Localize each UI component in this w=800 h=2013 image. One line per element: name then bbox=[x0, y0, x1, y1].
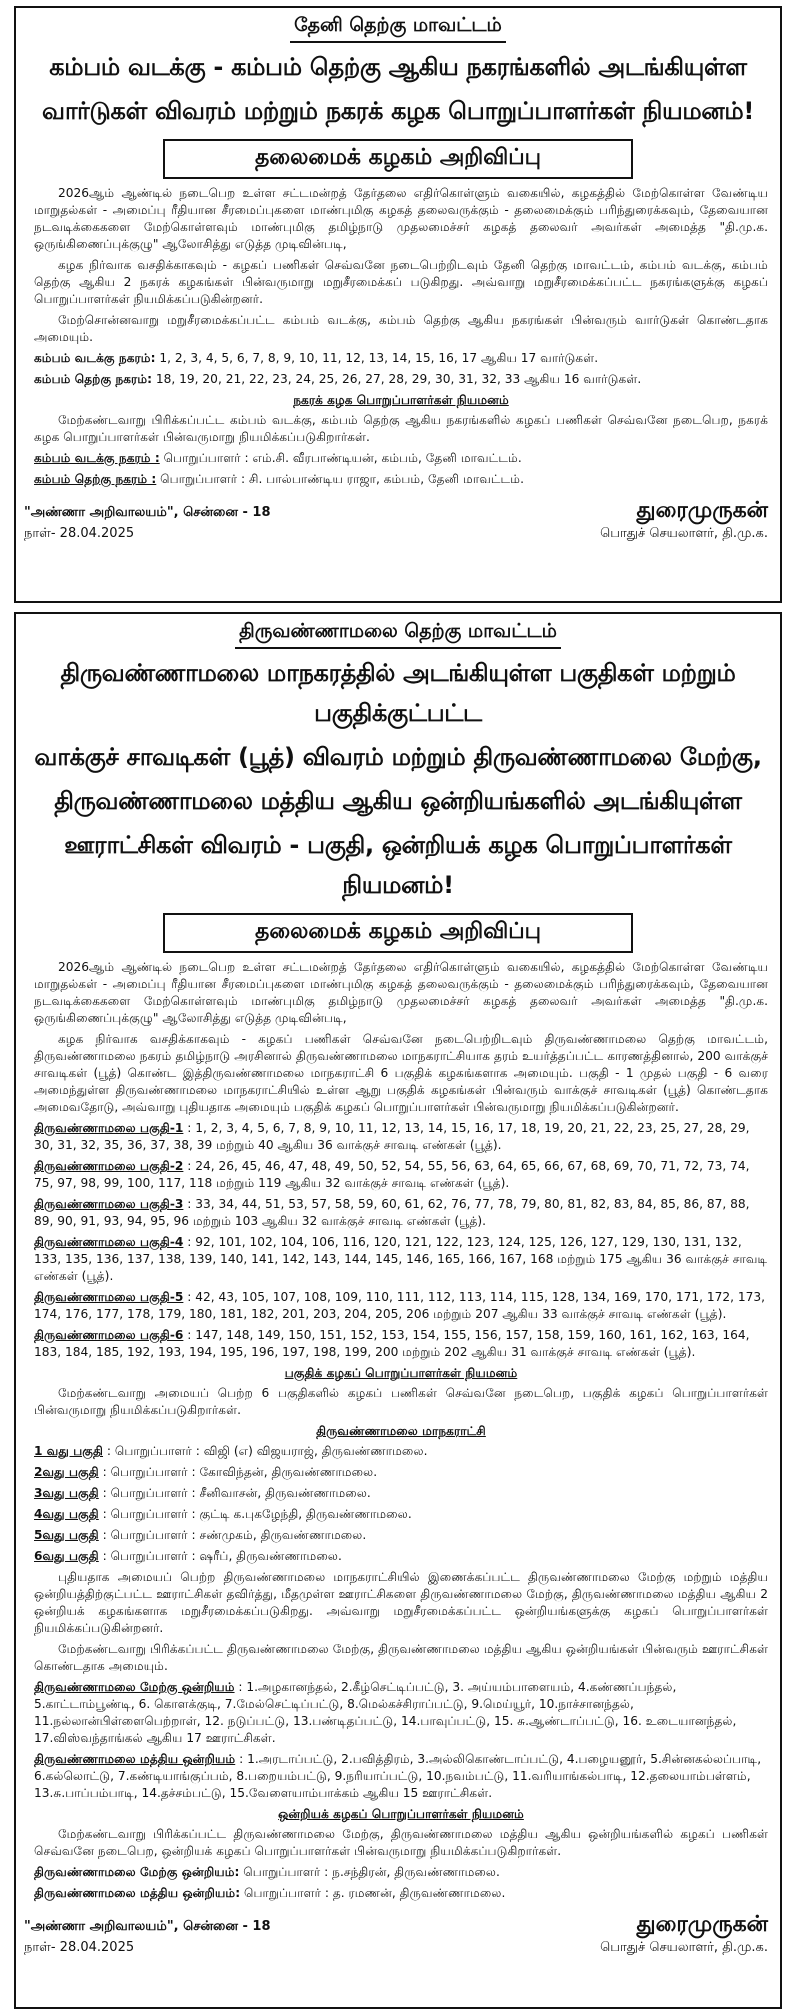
area-incharge-value: : பொறுப்பாளர் : குட்டி க.புகழேந்தி, திருவண்ணாமலை. bbox=[98, 1507, 412, 1521]
area-incharge-value: : பொறுப்பாளர் : சீனிவாசன், திருவண்ணாமலை. bbox=[98, 1486, 371, 1500]
booth-row bbox=[34, 1234, 768, 1285]
notice-title-line-2: வாக்குச் சாவடிகள் (பூத்) விவரம் மற்றும் திருவண்ணாமலை மேற்கு, bbox=[34, 743, 762, 771]
booth-row-key: திருவண்ணாமலை பகுதி-2 bbox=[34, 1159, 184, 1173]
signature-block bbox=[16, 1906, 780, 1956]
union-row-key: திருவண்ணாமலை மேற்கு ஒன்றியம் bbox=[34, 1680, 235, 1694]
booth-row-value: : 42, 43, 105, 107, 108, 109, 110, 111, 112, 113, 114, 115, 128, 134, 169, 170, 171, 172, 173, 174, 176, 177, 178, 179, 180, 181, 182, 201, 203, 204, 205, 206 மற்றும் 207 ஆகிய 33 வாக்குச் சாவடி எண்கள் (பூத்). bbox=[34, 1290, 766, 1321]
union-row-value: : 1.அழகானந்தல், 2.கீழ்செட்டிப்பட்டு, 3. அய்யம்பாளையம், 4.கண்ணப்பந்தல், 5.காட்டாம்பூண்டி, 6. கொளக்குடி, 7.மேல்செட்டிப்பட்டு, 8.மெல்கச்சிராப்பட்டு, 9.மெய்யூர், 10.நாச்சானந்தல், 11.நல்லான்பிள்ளைபெற்றாள், 12. நடுப்பட்டு, 13.பண்டிதப்பட்டு, 14.பாவுப்பட்டு, 15. சு.ஆண்டாப்பட்டு, 16. உடையானந்தல், 17.விஸ்வந்தாங்கல் ஆகிய 17 ஊராட்சிகள். bbox=[34, 1680, 737, 1745]
head-office-announcement-banner: தலைமைக் கழகம் அறிவிப்பு bbox=[163, 139, 633, 179]
area-incharge-row bbox=[34, 1443, 768, 1460]
district-heading: திருவண்ணாமலை தெற்கு மாவட்டம் bbox=[235, 620, 561, 649]
area-incharge-key: 1 வது பகுதி bbox=[34, 1444, 104, 1458]
wards-intro-paragraph: மேற்சொன்னவாறு மறுசீரமைக்கப்பட்ட கம்பம் வடக்கு, கம்பம் தெற்கு ஆகிய நகரங்கள் பின்வரும் வார்டுகள் கொண்டதாக அமையும். bbox=[34, 313, 768, 344]
signatory-name: துரைமுருகன் bbox=[636, 498, 768, 523]
area-incharge-value: : பொறுப்பாளர் : ஷரீப், திருவண்ணாமலை. bbox=[98, 1549, 342, 1563]
intro-paragraph: 2026ஆம் ஆண்டில் நடைபெற உள்ள சட்டமன்றத் தேர்தலை எதிர்கொள்ளும் வகையில், கழகத்தில் மேற்கொள்ள வேண்டிய மாறுதல்கள் - அமைப்பு ரீதியான சீரமைப்புகளை மாண்புமிகு கழகத் தலைவருக்கும் - தலைமைக்கும் பரிந்துரைக்கவும், தேவையான நடவடிக்கைகளை மேற்கொள்ளவும் மாண்புமிகு தமிழ்நாடு முதலமைச்சர் கழகத் தலைவர் அவர்கள் அமைத்த "தி.மு.க. ஒருங்கிணைப்புக்குழு" ஆலோசித்து எடுத்த முடிவின்படி, bbox=[34, 960, 768, 1025]
notice-body bbox=[16, 959, 780, 1902]
area-incharge-value: : பொறுப்பாளர் : கோவிந்தன், திருவண்ணாமலை. bbox=[98, 1465, 378, 1479]
appointment-row bbox=[34, 450, 768, 467]
ward-row bbox=[34, 350, 768, 367]
union-incharge-key: திருவண்ணாமலை மேற்கு ஒன்றியம்: bbox=[34, 1865, 240, 1879]
area-incharge-row bbox=[34, 1464, 768, 1481]
booth-row bbox=[34, 1158, 768, 1192]
union-incharge-value: பொறுப்பாளர் : த. ரமணன், திருவண்ணாமலை. bbox=[240, 1886, 506, 1900]
booth-row bbox=[34, 1289, 768, 1323]
booth-row-value: : 33, 34, 44, 51, 53, 57, 58, 59, 60, 61, 62, 76, 77, 78, 79, 80, 81, 82, 83, 84, 85, 86, 87, 88, 89, 90, 91, 93, 94, 95, 96 மற்றும் 103 ஆகிய 32 வாக்குச் சாவடி எண்கள் (பூத்). bbox=[34, 1197, 750, 1228]
union-incharge-key: திருவண்ணாமலை மத்திய ஒன்றியம்: bbox=[34, 1886, 241, 1900]
subheading-area-appointments: பகுதிக் கழகப் பொறுப்பாளர்கள் நியமனம் bbox=[284, 1366, 518, 1380]
union-row bbox=[34, 1751, 768, 1802]
subheading-appointments: நகரக் கழக பொறுப்பாளர்கள் நியமனம் bbox=[293, 393, 509, 407]
appointments-paragraph: மேற்கண்டவாறு பிரிக்கப்பட்ட கம்பம் வடக்கு, கம்பம் தெற்கு ஆகிய நகரங்களில் கழகப் பணிகள் செவ்வனே நடைபெற, நகரக் கழக பொறுப்பாளர்கள் பின்வருமாறு நியமிக்கப்படுகிறார்கள். bbox=[34, 413, 768, 444]
notice-date: நாள்- 28.04.2025 bbox=[24, 526, 135, 541]
ward-row-key: கம்பம் வடக்கு நகரம்: bbox=[34, 351, 156, 365]
area-incharge-value: : பொறுப்பாளர் : சண்முகம், திருவண்ணாமலை. bbox=[98, 1528, 367, 1542]
signatory-designation: பொதுச் செயலாளர், தி.மு.க. bbox=[600, 1940, 768, 1955]
booth-row-value: : 1, 2, 3, 4, 5, 6, 7, 8, 9, 10, 11, 12, 13, 14, 15, 16, 17, 18, 19, 20, 21, 22, 23, 25, 27, 28, 29, 30, 31, 32, 35, 36, 37, 38, 39 மற்றும் 40 ஆகிய 36 வாக்குச் சாவடி எண்கள் (பூத்). bbox=[34, 1121, 750, 1152]
signature-block bbox=[16, 492, 780, 542]
notice-title-line-2: வார்டுகள் விவரம் மற்றும் நகரக் கழக பொறுப்பாளர்கள் நியமனம்! bbox=[41, 97, 755, 125]
area-incharge-row bbox=[34, 1506, 768, 1523]
union-restructure-paragraph: புதியதாக அமையப் பெற்ற திருவண்ணாமலை மாநகராட்சியில் இணைக்கப்பட்ட திருவண்ணாமலை மேற்கு மற்றும் மத்திய ஒன்றியத்திற்குட்பட்ட ஊராட்சிகள் தவிர்த்து, மீதமுள்ள ஊராட்சிகளை திருவண்ணாமலை மேற்கு, திருவண்ணாமலை மத்திய ஆகிய 2 ஒன்றியக் கழகங்களாக மறுசீரமைக்கப்படுகிறது. அவ்வாறு மறுசீரமைக்கப்பட்ட ஒன்றியங்களுக்கு கழகப் பொறுப்பாளர்கள் நியமிக்கப்படுகின்றனர். bbox=[34, 1570, 768, 1635]
booth-row bbox=[34, 1120, 768, 1154]
area-incharge-value: : பொறுப்பாளர் : விஜி (எ) விஜயராஜ், திருவண்ணாமலை. bbox=[103, 1444, 428, 1458]
ward-row-value: 18, 19, 20, 21, 22, 23, 24, 25, 26, 27, 28, 29, 30, 31, 32, 33 ஆகிய 16 வார்டுகள். bbox=[152, 372, 642, 386]
union-incharge-value: பொறுப்பாளர் : ந.சந்திரன், திருவண்ணாமலை. bbox=[239, 1865, 500, 1879]
notice-tiruvannamalai-south bbox=[14, 612, 782, 2009]
appointment-row-value: பொறுப்பாளர் : சி. பால்பாண்டிய ராஜா, கம்பம், தேனி மாவட்டம். bbox=[156, 472, 524, 486]
restructure-paragraph: கழக நிர்வாக வசதிக்காகவும் - கழகப் பணிகள் செவ்வனே நடைபெற்றிடவும் திருவண்ணாமலை தெற்கு மாவட்டம், திருவண்ணாமலை நகரம் தமிழ்நாடு அரசினால் திருவண்ணாமலை மாநகராட்சியாக தரம் உயர்த்தப்பட்ட காரணத்தினால், 200 வாக்குச் சாவடிகள் (பூத்) கொண்ட இத்திருவண்ணாமலை மாநகராட்சி 6 பகுதிக் கழகங்களாக அமையும். பகுதி - 1 முதல் பகுதி - 6 வரை அமைந்துள்ள திருவண்ணாமலை மாநகராட்சியில் உள்ள ஆறு பகுதிக் கழகங்கள் பின்வரும் வாக்குச் சாவடிகள் (பூத்) கொண்டதாக அமைவதோடு, அவ்வாறு புதியதாக அமையும் பகுதிக் கழகப் பொறுப்பாளர்கள் பின்வருமாறு நியமிக்கப்படுகின்றனர். bbox=[34, 1032, 768, 1114]
appointment-row bbox=[34, 471, 768, 488]
union-appointments-paragraph: மேற்கண்டவாறு பிரிக்கப்பட்ட திருவண்ணாமலை மேற்கு, திருவண்ணாமலை மத்திய ஆகிய ஒன்றியங்களில் கழகப் பணிகள் செவ்வனே நடைபெற, ஒன்றியக் கழகப் பொறுப்பாளர்கள் பின்வருமாறு நியமிக்கப்படுகிறார்கள். bbox=[34, 1827, 768, 1858]
head-office-announcement-banner: தலைமைக் கழகம் அறிவிப்பு bbox=[163, 913, 633, 953]
restructure-paragraph: கழக நிர்வாக வசதிக்காகவும் - கழகப் பணிகள் செவ்வனே நடைபெற்றிடவும் தேனி தெற்கு மாவட்டம், கம்பம் வடக்கு, கம்பம் தெற்கு ஆகிய 2 நகரக் கழகங்கள் பின்வருமாறு மறுசீரமைக்கப் படுகிறது. அவ்வாறு மறுசீரமைக்கப்பட்ட நகரங்களுக்கு கழகப் பொறுப்பாளர்கள் நியமிக்கப்படுகின்றனர். bbox=[34, 258, 768, 306]
area-incharge-key: 3வது பகுதி bbox=[34, 1486, 99, 1500]
area-incharge-key: 2வது பகுதி bbox=[34, 1465, 99, 1479]
signatory-designation: பொதுச் செயலாளர், தி.மு.க. bbox=[600, 526, 768, 541]
district-heading: தேனி தெற்கு மாவட்டம் bbox=[290, 14, 506, 43]
booth-row-key: திருவண்ணாமலை பகுதி-1 bbox=[34, 1121, 184, 1135]
notice-title-line-1: கம்பம் வடக்கு - கம்பம் தெற்கு ஆகிய நகரங்களில் அடங்கியுள்ள bbox=[49, 53, 747, 81]
booth-row-value: : 147, 148, 149, 150, 151, 152, 153, 154, 155, 156, 157, 158, 159, 160, 161, 162, 163, 164, 183, 184, 185, 192, 193, 194, 195, 196, 197, 198, 199, 200 மற்றும் 202 ஆகிய 31 வாக்குச் சாவடி எண்கள் (பூத்). bbox=[34, 1328, 750, 1359]
booth-row bbox=[34, 1196, 768, 1230]
union-row-value: : 1.அரடாப்பட்டு, 2.பவித்திரம், 3.அல்லிகொண்டாப்பட்டு, 4.பழையனூர், 5.சின்னகல்லப்பாடி, 6.கல்லொட்டு, 7.கண்டியாங்குப்பம், 8.பறையம்பட்டு, 9.நரியாப்பட்டு, 10.நவம்பட்டு, 11.வரியாங்கல்பாடி, 12.தலையாம்பள்ளம், 13.சு.பாப்பம்பாடி, 14.தச்சம்பட்டு, 15.வேளையாம்பாக்கம் ஆகிய 15 ஊராட்சிகள். bbox=[34, 1752, 762, 1800]
area-incharge-key: 6வது பகுதி bbox=[34, 1549, 99, 1563]
booth-row-key: திருவண்ணாமலை பகுதி-4 bbox=[34, 1235, 184, 1249]
signatory-name: துரைமுருகன் bbox=[636, 1912, 768, 1937]
union-row bbox=[34, 1679, 768, 1747]
booth-row-key: திருவண்ணாமலை பகுதி-3 bbox=[34, 1197, 184, 1211]
booth-row-key: திருவண்ணாமலை பகுதி-5 bbox=[34, 1290, 184, 1304]
ward-row-key: கம்பம் தெற்கு நகரம்: bbox=[34, 372, 153, 386]
appointment-row-value: பொறுப்பாளர் : எம்.சி. வீரபாண்டியன், கம்பம், தேனி மாவட்டம். bbox=[159, 451, 522, 465]
booth-row bbox=[34, 1327, 768, 1361]
booth-row-key: திருவண்ணாமலை பகுதி-6 bbox=[34, 1328, 184, 1342]
notice-title-line-4: ஊராட்சிகள் விவரம் - பகுதி, ஒன்றியக் கழக பொறுப்பாளர்கள் நியமனம்! bbox=[64, 831, 732, 899]
booth-row-value: : 24, 26, 45, 46, 47, 48, 49, 50, 52, 54, 55, 56, 63, 64, 65, 66, 67, 68, 69, 70, 71, 72, 73, 74, 75, 97, 98, 99, 100, 117, 118 மற்றும் 119 ஆகிய 32 வாக்குச் சாவடி எண்கள் (பூத்). bbox=[34, 1159, 750, 1190]
booth-row-value: : 92, 101, 102, 104, 106, 116, 120, 121, 122, 123, 124, 125, 126, 127, 129, 130, 131, 132, 133, 135, 136, 137, 138, 139, 140, 141, 142, 143, 144, 145, 146, 165, 166, 167, 168 மற்றும் 175 ஆகிய 36 வாக்குச் சாவடி எண்கள் (பூத்). bbox=[34, 1235, 768, 1283]
ward-row bbox=[34, 371, 768, 388]
union-incharge-row bbox=[34, 1864, 768, 1881]
notice-title-line-3: திருவண்ணாமலை மத்திய ஆகிய ஒன்றியங்களில் அடங்கியுள்ள bbox=[54, 787, 742, 815]
area-incharge-row bbox=[34, 1485, 768, 1502]
office-address: "அண்ணா அறிவாலயம்", சென்னை - 18 bbox=[24, 1919, 271, 1934]
notice-title-line-1: திருவண்ணாமலை மாநகரத்தில் அடங்கியுள்ள பகுதிகள் மற்றும் பகுதிக்குட்பட்ட bbox=[60, 659, 736, 727]
office-address: "அண்ணா அறிவாலயம்", சென்னை - 18 bbox=[24, 505, 271, 520]
area-incharge-key: 4வது பகுதி bbox=[34, 1507, 99, 1521]
area-incharge-key: 5வது பகுதி bbox=[34, 1528, 99, 1542]
union-panchayats-intro: மேற்கண்டவாறு பிரிக்கப்பட்ட திருவண்ணாமலை மேற்கு, திருவண்ணாமலை மத்திய ஆகிய ஒன்றியங்கள் பின்வரும் ஊராட்சிகள் கொண்டதாக அமையும். bbox=[34, 1642, 768, 1673]
area-incharge-row bbox=[34, 1527, 768, 1544]
subheading-corporation: திருவண்ணாமலை மாநகராட்சி bbox=[316, 1424, 486, 1438]
notice-theni-south bbox=[14, 6, 782, 603]
union-row-key: திருவண்ணாமலை மத்திய ஒன்றியம் bbox=[34, 1752, 236, 1766]
notice-date: நாள்- 28.04.2025 bbox=[24, 1940, 135, 1955]
area-incharge-row bbox=[34, 1548, 768, 1565]
subheading-union-appointments: ஒன்றியக் கழகப் பொறுப்பாளர்கள் நியமனம் bbox=[278, 1807, 524, 1821]
notice-body bbox=[16, 185, 780, 488]
union-incharge-row bbox=[34, 1885, 768, 1902]
appointment-row-key: கம்பம் தெற்கு நகரம் : bbox=[34, 472, 157, 486]
appointment-row-key: கம்பம் வடக்கு நகரம் : bbox=[34, 451, 160, 465]
intro-paragraph: 2026ஆம் ஆண்டில் நடைபெற உள்ள சட்டமன்றத் தேர்தலை எதிர்கொள்ளும் வகையில், கழகத்தில் மேற்கொள்ள வேண்டிய மாறுதல்கள் - அமைப்பு ரீதியான சீரமைப்புகளை மாண்புமிகு கழகத் தலைவருக்கும் - தலைமைக்கும் பரிந்துரைக்கவும், தேவையான நடவடிக்கைகளை மேற்கொள்ளவும் மாண்புமிகு தமிழ்நாடு முதலமைச்சர் கழகத் தலைவர் அவர்கள் அமைத்த "தி.மு.க. ஒருங்கிணைப்புக்குழு" ஆலோசித்து எடுத்த முடிவின்படி, bbox=[34, 186, 768, 251]
area-appointments-paragraph: மேற்கண்டவாறு அமையப் பெற்ற 6 பகுதிகளில் கழகப் பணிகள் செவ்வனே நடைபெற, பகுதிக் கழகப் பொறுப்பாளர்கள் பின்வருமாறு நியமிக்கப்படுகிறார்கள். bbox=[34, 1386, 768, 1417]
ward-row-value: 1, 2, 3, 4, 5, 6, 7, 8, 9, 10, 11, 12, 13, 14, 15, 16, 17 ஆகிய 17 வார்டுகள். bbox=[155, 351, 599, 365]
